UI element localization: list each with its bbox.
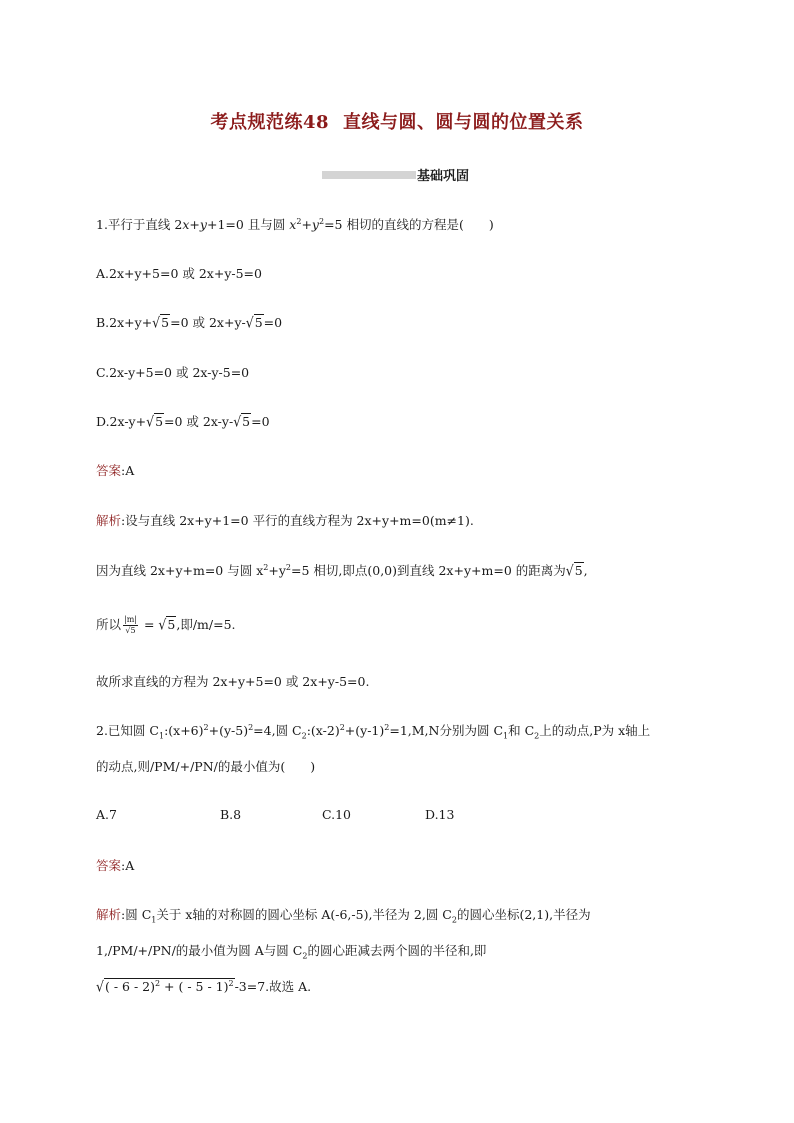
q1-analysis-2: 因为直线 2x+y+m=0 与圆 $x^2+y^2=5$ 相切,即点(0,0)到直线 2x+y+m=0 的距离为√5, bbox=[96, 561, 588, 580]
q2-analysis-1: 解析:圆 $C_1$关于 x轴的对称圆的圆心坐标 A(-6,-5),半径为 2,圆 $C_2$的圆心坐标(2,1),半径为 bbox=[96, 907, 591, 925]
sqrt-symbol: √( - 6 - 2)$^2$ + ( - 5 - 1)$^2$ bbox=[96, 977, 234, 996]
answer-label: 答案 bbox=[96, 463, 122, 478]
section-heading: 基础巩固 bbox=[417, 169, 470, 184]
q1-option-a: A.2x+y+5=0 或 2x+y-5=0 bbox=[96, 266, 262, 281]
q2-analysis-2: 1,/PM/+/PN/的最小值为圆 A与圆 $C_2$的圆心距减去两个圆的半径和,即 bbox=[96, 943, 487, 961]
q1-stem: 1.平行于直线 2x+y+1=0 且与圆 $x^2+y^2=5$ 相切的直线的方程是( ) bbox=[96, 216, 494, 232]
q2-option-a: A.7 bbox=[96, 807, 117, 822]
fraction: $\frac{|m|}{√5}$ bbox=[124, 615, 137, 635]
sqrt-symbol: √5 bbox=[152, 313, 170, 332]
q2-option-b: B.8 bbox=[220, 807, 242, 822]
answer-label: 答案 bbox=[96, 858, 122, 873]
analysis-label: 解析 bbox=[96, 513, 122, 528]
q2-analysis-3: √( - 6 - 2)$^2$ + ( - 5 - 1)$^2$-3=7.故选 A. bbox=[96, 977, 312, 996]
sqrt-symbol: √5 bbox=[233, 412, 251, 431]
q2-option-d: D.13 bbox=[425, 807, 455, 822]
analysis-label: 解析 bbox=[96, 907, 122, 922]
sqrt-symbol: √5 bbox=[146, 412, 164, 431]
sqrt-symbol: √5 bbox=[245, 313, 263, 332]
page-title bbox=[0, 108, 794, 134]
q2-stem-line-2: 的动点,则/PM/+/PN/的最小值为( ) bbox=[96, 759, 316, 774]
q2-answer: 答案:A bbox=[96, 858, 135, 873]
q1-option-c: C.2x-y+5=0 或 2x-y-5=0 bbox=[96, 365, 250, 380]
q2-stem-line-1: 2.已知圆 $C_1:(x+6)^2+(y-5)^2=4$,圆 $C_2:(x-2)^2+(y-1)^2=1,M,N$分别为圆 $C_1$和 $C_2$上的动点,P为 x轴上 bbox=[96, 722, 651, 741]
sqrt-symbol: √5 bbox=[565, 561, 583, 580]
title-right: 直线与圆、圆与圆的位置关系 bbox=[343, 112, 584, 133]
q1-analysis-4: 故所求直线的方程为 2x+y+5=0 或 2x+y-5=0. bbox=[96, 674, 370, 689]
q1-option-b: B.2x+y+√5=0 或 2x+y-√5=0 bbox=[96, 313, 283, 332]
sqrt-symbol: √5 bbox=[158, 615, 176, 634]
q1-analysis-3: 所以 $\frac{|m|}{√5}$ = √5,即/m/=5. bbox=[96, 615, 236, 635]
q1-analysis-1: 解析:设与直线 2x+y+1=0 平行的直线方程为 2x+y+m=0(m≠1). bbox=[96, 513, 474, 528]
q2-option-c: C.10 bbox=[322, 807, 351, 822]
q1-answer: 答案:A bbox=[96, 463, 135, 478]
title-left: 考点规范练48 bbox=[210, 112, 330, 133]
q1-option-d: D.2x-y+√5=0 或 2x-y-√5=0 bbox=[96, 412, 270, 431]
section-bar bbox=[322, 171, 416, 179]
